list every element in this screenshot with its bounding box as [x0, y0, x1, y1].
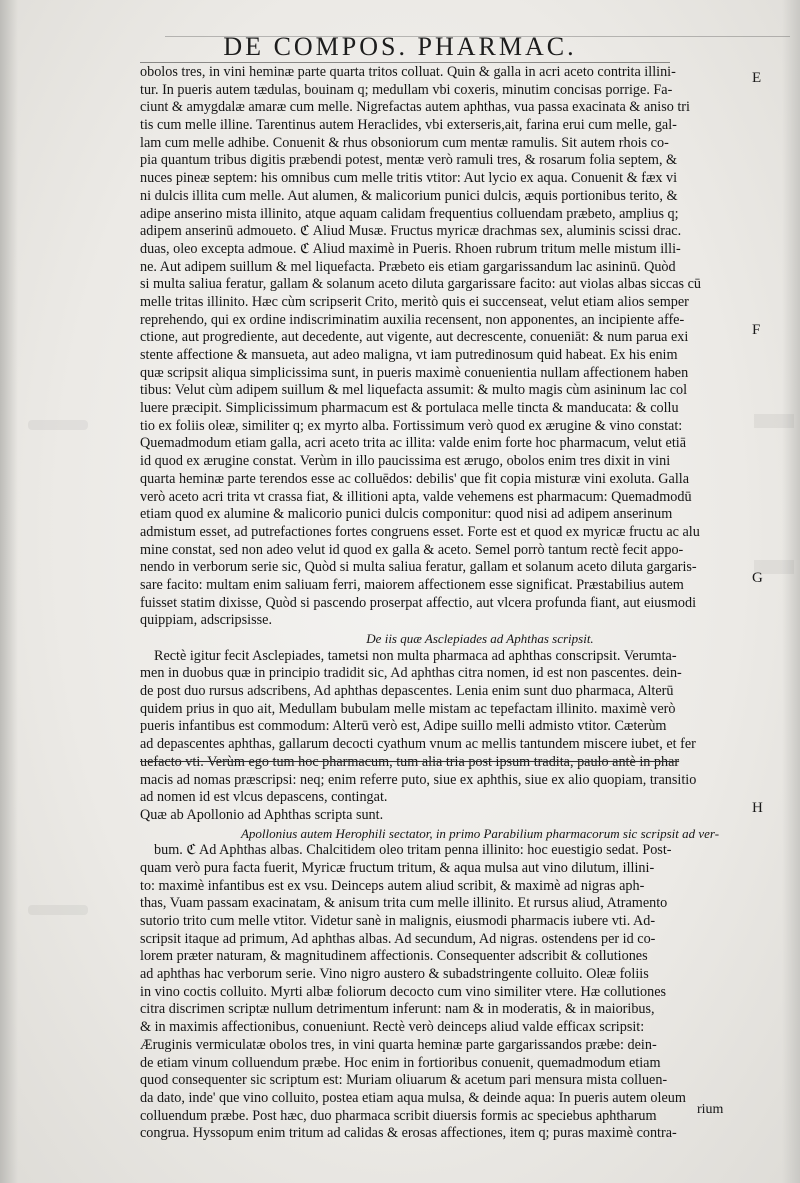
- body-text: [140, 64, 740, 1143]
- text-line: quam verò pura facta fuerit, Myricæ fructum tritum, & aqua mulsa aut vino dilutum, illini-: [140, 859, 655, 876]
- text-line: obolos tres, in vini heminæ parte quarta tritos colluat. Quin & galla in acri aceto contrita illini-: [140, 64, 676, 80]
- running-head: DE COMPOS. PHARMAC.: [223, 32, 577, 61]
- text-line: pia quantum tribus digitis præbendi potest, mentæ verò ramuli tres, & rosarum folia septem, &: [140, 152, 678, 169]
- text-line: reprehendo, qui ex ordine indiscriminatim auxilia recensent, non apponentes, an incipiente affe-: [140, 311, 685, 328]
- text-line: mine constat, sed non adeo velut id quod ex galla & aceto. Semel porrò tantum rectè fecit appo-: [140, 541, 684, 558]
- text-line: sutorio trito cum melle vtitor. Videtur sanè in malignis, eiusmodi pharmacis iubere vti. Ad-: [140, 913, 656, 929]
- text-line: adipem anserinū admoueto. ℭ Aliud Musæ. Fructus myricæ drachmas sex, aluminis scissi drac.: [140, 223, 682, 240]
- text-line: lam cum melle adhibe. Conuenit & rhus obsoniorum cum mentæ ramulis. Sit autem rhois co-: [140, 134, 669, 151]
- text-line: pueris infantibus est commodum: Alterū verò est, Adipe suillo melli admisto vtitor. Cæterùm: [140, 718, 667, 735]
- text-line: si multa saliua feratur, gallam & solanum aceto diluta gargarissare facito: aut violas albas siccas cū: [140, 276, 701, 293]
- text-line: da dato, inde' que vino colluito, postea etiam aqua mulsa, & deinde aqua: In pueris autem oleum: [140, 1089, 686, 1106]
- text-line: to: maximè infantibus est ex vsu. Deinceps autem aliud scribit, & maximè ad nigras aph-: [140, 877, 645, 894]
- text-line: ciunt & amygdalæ amaræ cum melle. Nigrefactas autem aphthas, vua passa exacinata & aniso tri: [140, 99, 690, 116]
- text-line: id quod ex ærugine constat. Verùm in illo paucissima est ærugo, obolos enim tres dixit in vini: [140, 453, 671, 470]
- head-rule: [140, 62, 670, 63]
- right-edge-bleed: [754, 414, 794, 428]
- text-line: citra discrimen scriptæ nullum detrimentum inferunt: nam & in moderatis, & in maioribus,: [140, 1001, 655, 1018]
- text-line: Æruginis vermiculatæ obolos tres, in vini quarta heminæ parte gargarissandos præbe: dein-: [140, 1036, 657, 1053]
- text-line: tur. In pueris autem tædulas, bouinam q; medullam vbi coxeris, minutim concisas porrige. Fa-: [140, 81, 673, 98]
- text-line: lorem præter naturam, & magnitudinem affectionis. Consequenter adscribit & collutiones: [140, 948, 648, 965]
- text-line: ad aphthas hac verborum serie. Vino nigro austero & subadstringente colluito. Oleæ foliis: [140, 966, 649, 983]
- text-line: verò aceto acri trita vt crassa fiat, & illitioni apta, valde vehemens est pharmacum: Quemadmodū: [140, 488, 692, 505]
- text-line: Quemadmodum etiam galla, acri aceto trita ac illita: valde enim forte hoc pharmacum, velut etiā: [140, 435, 686, 452]
- margin-letter-f: F: [752, 322, 761, 338]
- text-line: & in maximis affectionibus, conueniunt. Rectè verò deinceps aliud valde efficax scripsit:: [140, 1019, 645, 1036]
- text-line: sare facito: multam enim saliuam ferri, maiorem affectionem esse significat. Præstabilius autem: [140, 576, 684, 593]
- text-line: ne. Aut adipem suillum & mel liquefacta. Præbeto eis etiam gargarissandum lac asininū. Quòd: [140, 258, 676, 275]
- text-line: congrua. Hyssopum enim tritum ad calidas & erosas affectiones, item q; puras maximè contra-: [140, 1125, 677, 1142]
- margin-letter-e: E: [752, 70, 762, 86]
- text-line: nuces pineæ septem: his omnibus cum melle tritis vtitor: Aut lycio ex aqua. Conuenit & fæx vi: [140, 170, 678, 187]
- text-line: in vino coctis colluito. Myrti albæ foliorum decocto cum vino similiter vtere. Hæ collutiones: [140, 983, 667, 1000]
- text-line: luere præcipit. Simplicissimum pharmacum est & portulaca melle tincta & manducata: & collu: [140, 400, 679, 417]
- left-margin-smudge: [28, 905, 88, 915]
- section-heading: Apollonius autem Herophili sectator, in primo Parabilium pharmacorum sic scripsit ad ver-: [240, 825, 720, 841]
- text-line: tibus: Velut cùm adipem suillum & mel liquefacta assumit: & multo magis cùm asininum lac col: [140, 382, 688, 399]
- text-line: quidem prius in quo ait, Medullam bubulam melle mistam ac tepefactam illinito. maximè verò: [140, 700, 676, 717]
- text-line: admistum esset, ad putrefactiones fortes congruens esset. Forte est et quod ex myricæ fructu ac alu: [140, 523, 700, 540]
- page-edge-left: [0, 0, 18, 1183]
- text-line: de etiam vinum colluendum præbe. Hoc enim in fortioribus conuenit, quemadmodum etiam: [140, 1054, 661, 1071]
- text-line: tis cum melle illine. Tarentinus autem Heraclides, vbi exterseris,ait, farina erui cum melle, gal-: [140, 117, 677, 134]
- text-line: tio ex foliis oleæ, similiter q; ex myrto alba. Fortissimum verò quod ex ærugine & vino constat:: [140, 417, 683, 434]
- text-line: adipe anserino mista illinito, atque aquam calidam frequentius colluendam præbeto, amplius q;: [140, 205, 679, 222]
- text-line: stente affectione & mansueta, aut adeo maligna, vt iam putredinosum quid habeat. Ex his enim: [140, 347, 678, 363]
- text-line: quod consequenter sic scriptum est: Muriam oliuarum & acetum pari mensura mista colluen-: [140, 1072, 668, 1089]
- text-line: scripsit itaque ad primum, Ad aphthas albas. Ad secundum, Ad nigras. ostendens per id co-: [140, 930, 656, 947]
- text-line: etiam quod ex alumine & malicorio punici dulcis componitur: quod nisi ad adipem anserinum: [140, 506, 673, 523]
- page-edge-right: [782, 0, 800, 1183]
- text-line: ctione, aut progrediente, aut decedente, aut vigente, aut decrescente, conueniāt: & num parua exi: [140, 329, 689, 346]
- text-line: colluendum præbe. Post hæc, duo pharmaca scribit diuersis formis ac speciebus aphtharum: [140, 1107, 657, 1124]
- text-line: macis ad nomas præscripsi: neq; enim referre puto, siue ex aphthis, siue ex alio quopiam, transitio: [140, 771, 697, 788]
- text-line: duas, oleo excepta admoue. ℭ Aliud maximè in Pueris. Rhoen rubrum tritum melle mistum illi-: [140, 240, 681, 257]
- text-line: uefacto vti. Verùm ego tum hoc pharmacum, tum alia tria post ipsum tradita, paulo antè in phar: [140, 753, 680, 770]
- text-line: Rectè igitur fecit Asclepiades, tametsi non multa pharmaca ad aphthas conscripsit. Verumta-: [154, 647, 677, 664]
- text-line: quarta heminæ parte terendos esse ac colluēdos: debilis' que fit copia misturæ vini exoluta. Galla: [140, 470, 690, 487]
- text-line: ad depascentes aphthas, gallarum decocti cyathum vnum ac mellis tantundem miscere iubet, et fer: [140, 736, 696, 753]
- text-line: ni dulcis illita cum melle. Aut alumen, & malicorium punici dulcis, æquis portionibus terito, &: [140, 187, 678, 204]
- text-line: men in duobus quæ in principio tradidit sic, Ad aphthas citra nomen, id est non pascentes. dein-: [140, 665, 682, 682]
- text-line: fuisset statim dixisse, Quòd si pascendo proserpat affectio, aut vlcera profunda fiant, aut eiusmodi: [140, 594, 697, 611]
- text-line: nendo in verborum serie sic, Quòd si multa saliua feratur, gallam et solanum aceto diluta gargaris-: [140, 559, 697, 576]
- text-line: bum. ℭ Ad Aphthas albas. Chalcitidem oleo tritam penna illinito: hoc euestigio sedat. Post-: [154, 842, 672, 859]
- left-margin-smudge: [28, 420, 88, 430]
- text-line: ad nomen id est vlcus depascens, contingat.: [140, 789, 388, 806]
- catchword: rium: [697, 1102, 724, 1117]
- text-line: Quæ ab Apollonio ad Aphthas scripta sunt.: [140, 806, 384, 823]
- text-line: melle tritas illinito. Hæc cùm scripserit Crito, meritò quis ei succenseat, velut etiam alios semper: [140, 293, 689, 310]
- margin-letter-h: H: [752, 800, 763, 816]
- text-line: thas, Vuam passam exacinatam, & anisum trita cum melle illinito. Et rursus aliud, Atramento: [140, 895, 668, 912]
- text-line: quippiam, adscripsisse.: [140, 612, 273, 629]
- text-line: quæ scripsit aliqua simplicissima sunt, in pueris maximè conuenientia nullam affectionem haben: [140, 364, 689, 381]
- section-heading: De iis quæ Asclepiades ad Aphthas scripsit.: [366, 631, 594, 646]
- text-line: de post duo rursus adscribens, Ad aphthas depascentes. Lenia enim sunt duo pharmaca, Alterū: [140, 683, 674, 700]
- margin-letter-g: G: [752, 570, 763, 586]
